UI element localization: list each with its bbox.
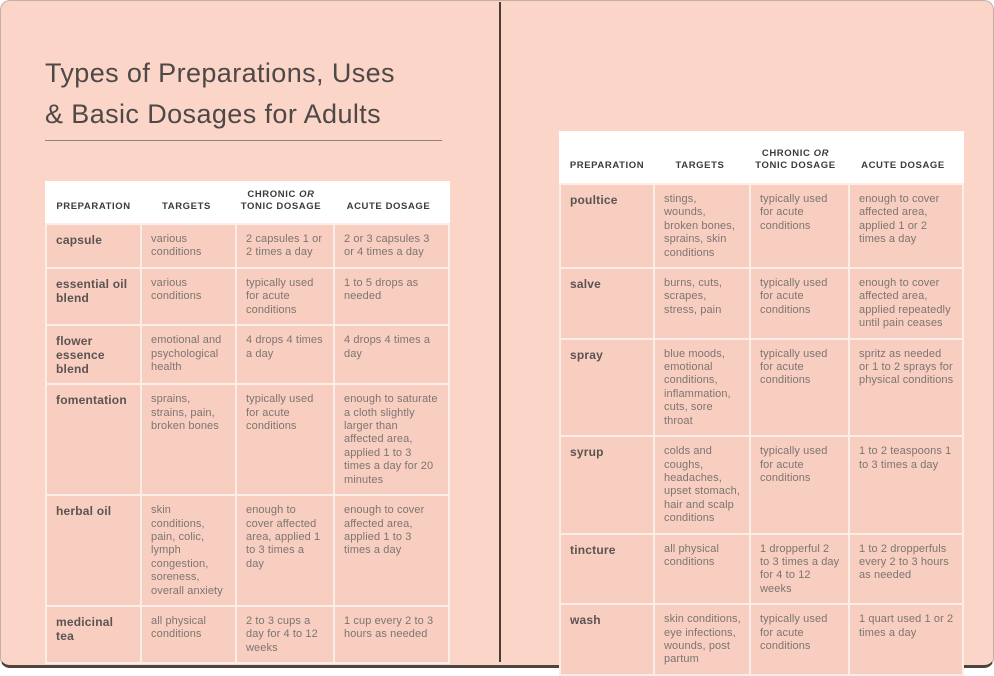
cell-preparation: syrup (561, 437, 653, 532)
cell-preparation: tincture (561, 535, 653, 604)
cell-targets: stings, wounds, broken bones, sprains, skin conditions (655, 185, 749, 267)
cell-targets: various conditions (142, 225, 235, 267)
cell-acute-dosage: enough to saturate a cloth slightly larger than affected area, applied 1 to 3 times a day for 20 minutes (335, 385, 448, 494)
cell-acute-dosage: enough to cover affected area, applied 1 or 2 times a day (850, 185, 962, 267)
cell-targets: blue moods, emotional conditions, inflammation, cuts, sore throat (655, 340, 749, 435)
header-cell-chronic-dosage: CHRONIC OR TONIC DOSAGE (240, 189, 322, 212)
cell-chronic-dosage: 2 capsules 1 or 2 times a day (237, 225, 333, 267)
header-cell-acute-dosage: ACUTE DOSAGE (346, 201, 431, 212)
cell-acute-dosage: 4 drops 4 times a day (335, 326, 448, 383)
table-body (559, 183, 964, 676)
cell-preparation: salve (561, 269, 653, 338)
cell-targets: colds and coughs, headaches, upset stomach, hair and scalp conditions (655, 437, 749, 532)
cell-acute-dosage: spritz as needed or 1 to 2 sprays for physical conditions (850, 340, 962, 435)
header-cell-preparation: PREPARATION (56, 201, 131, 212)
cell-targets: all physical conditions (142, 607, 235, 662)
cell-acute-dosage: 2 or 3 capsules 3 or 4 times a day (335, 225, 448, 267)
cell-targets: all physical conditions (655, 535, 749, 604)
cell-preparation: herbal oil (47, 496, 140, 605)
header-cell-preparation: PREPARATION (569, 160, 645, 171)
cell-acute-dosage: 1 to 2 teaspoons 1 to 3 times a day (850, 437, 962, 532)
page-title (45, 53, 395, 135)
header-cell-acute-dosage: ACUTE DOSAGE (861, 160, 945, 171)
cell-preparation: spray (561, 340, 653, 435)
table-header-row (559, 131, 964, 183)
cell-targets: sprains, strains, pain, broken bones (142, 385, 235, 494)
header-cell-targets: TARGETS (675, 160, 725, 171)
cell-targets: various conditions (142, 269, 235, 324)
cell-chronic-dosage: 2 to 3 cups a day for 4 to 12 weeks (237, 607, 333, 662)
cell-chronic-dosage: 4 drops 4 times a day (237, 326, 333, 383)
cell-chronic-dosage: typically used for acute conditions (751, 605, 848, 674)
cell-targets: skin conditions, eye infections, wounds, post partum (655, 605, 749, 674)
table-header-row (45, 181, 450, 223)
cell-acute-dosage: 1 to 2 dropperfuls every 2 to 3 hours as needed (850, 535, 962, 604)
page-title-line1: Types of Preparations, Uses (45, 58, 395, 88)
cell-acute-dosage: 1 to 5 drops as needed (335, 269, 448, 324)
cell-preparation: poultice (561, 185, 653, 267)
cell-chronic-dosage: typically used for acute conditions (751, 437, 848, 532)
cell-chronic-dosage: typically used for acute conditions (751, 185, 848, 267)
cell-chronic-dosage: typically used for acute conditions (237, 385, 333, 494)
cell-preparation: medicinal tea (47, 607, 140, 662)
cell-chronic-dosage: 1 dropperful 2 to 3 times a day for 4 to 12 weeks (751, 535, 848, 604)
cell-preparation: fomentation (47, 385, 140, 494)
cell-preparation: essential oil blend (47, 269, 140, 324)
cell-chronic-dosage: typically used for acute conditions (751, 340, 848, 435)
header-cell-targets: TARGETS (162, 201, 211, 212)
cell-targets: burns, cuts, scrapes, stress, pain (655, 269, 749, 338)
cell-acute-dosage: 1 cup every 2 to 3 hours as needed (335, 607, 448, 662)
cell-targets: emotional and psychological health (142, 326, 235, 383)
preparations-table-left (45, 181, 450, 664)
cell-acute-dosage: enough to cover affected area, applied 1 to 3 times a day (335, 496, 448, 605)
cell-preparation: flower essence blend (47, 326, 140, 383)
cell-acute-dosage: enough to cover affected area, applied repeatedly until pain ceases (850, 269, 962, 338)
cell-chronic-dosage: typically used for acute conditions (237, 269, 333, 324)
table-body (45, 223, 450, 664)
cell-preparation: wash (561, 605, 653, 674)
cell-chronic-dosage: typically used for acute conditions (751, 269, 848, 338)
title-underline (45, 140, 442, 141)
cell-chronic-dosage: enough to cover affected area, applied 1 to 3 times a day (237, 496, 333, 605)
preparations-table-right (559, 131, 964, 676)
cell-targets: skin conditions, pain, colic, lymph congestion, soreness, overall anxiety (142, 496, 235, 605)
book-spine (499, 2, 501, 662)
header-cell-chronic-dosage: CHRONIC OR TONIC DOSAGE (755, 148, 836, 171)
page-title-line2: & Basic Dosages for Adults (45, 99, 382, 129)
cell-preparation: capsule (47, 225, 140, 267)
cell-acute-dosage: 1 quart used 1 or 2 times a day (850, 605, 962, 674)
